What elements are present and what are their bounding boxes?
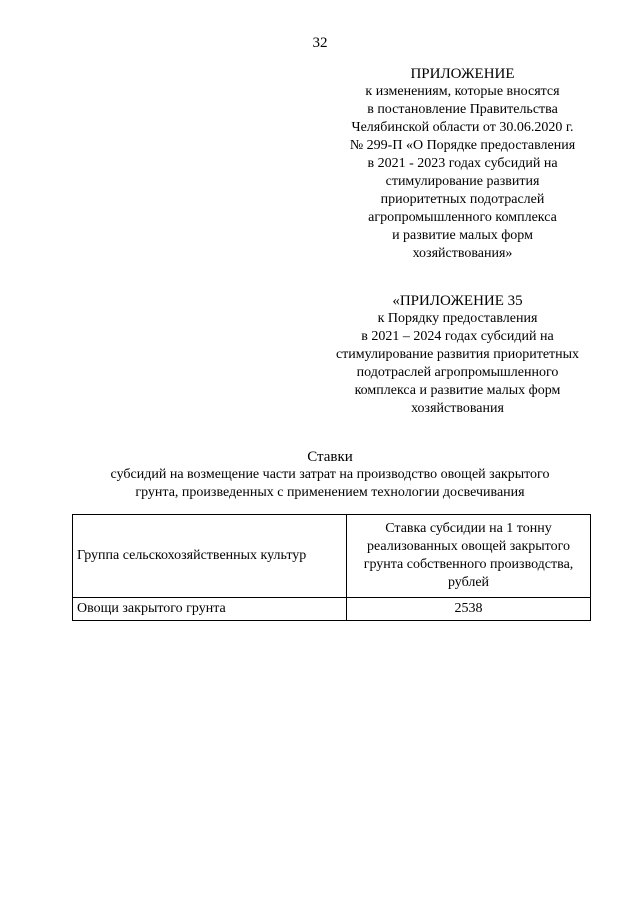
table-header-cell-group: Группа сельскохозяйственных культур [73, 515, 347, 598]
appendix35-line: подотраслей агропромышленного [356, 365, 559, 380]
appendix35-line: в 2021 – 2024 годах субсидий на [361, 329, 554, 344]
table-header-cell-rate: Ставка субсидии на 1 тонну реализованных овощей закрытого грунта собственного производства, рублей [347, 515, 591, 598]
appendix-line: в 2021 - 2023 годах субсидий на [367, 156, 558, 171]
table-row [73, 598, 591, 621]
appendix-line: № 299-П «О Порядке предоставления [349, 138, 576, 153]
appendix-line: Челябинской области от 30.06.2020 г. [351, 120, 574, 135]
page-number: 32 [312, 35, 328, 51]
appendix-line: к изменениям, которые вносятся [365, 84, 560, 99]
document-title-line: субсидий на возмещение части затрат на производство овощей закрытого [110, 467, 550, 482]
appendix-heading: ПРИЛОЖЕНИЕ [410, 66, 515, 82]
document-title-line: грунта, произведенных с применением технологии досвечивания [135, 485, 525, 500]
document-title-heading: Ставки [307, 449, 353, 465]
appendix-line: стимулирование развития [385, 174, 540, 189]
table-cell-rate: 2538 [347, 598, 591, 621]
table-cell-group: Овощи закрытого грунта [73, 598, 347, 621]
appendix-line: и развитие малых форм [392, 228, 533, 243]
appendix-line: хозяйствования» [412, 246, 513, 261]
appendix-line: агропромышленного комплекса [368, 210, 557, 225]
appendix-block [330, 65, 595, 263]
appendix35-line: стимулирование развития приоритетных [335, 347, 580, 362]
document-title-block [60, 448, 600, 502]
table-header-row [73, 515, 591, 598]
appendix35-line: к Порядку предоставления [377, 311, 538, 326]
appendix-line: приоритетных подотраслей [380, 192, 545, 207]
appendix35-block [300, 292, 615, 418]
appendix35-line: комплекса и развитие малых форм [354, 383, 561, 398]
appendix-line: в постановление Правительства [367, 102, 558, 117]
rates-table [72, 514, 591, 621]
appendix35-line: хозяйствования [411, 401, 504, 416]
appendix35-heading: «ПРИЛОЖЕНИЕ 35 [392, 293, 523, 309]
